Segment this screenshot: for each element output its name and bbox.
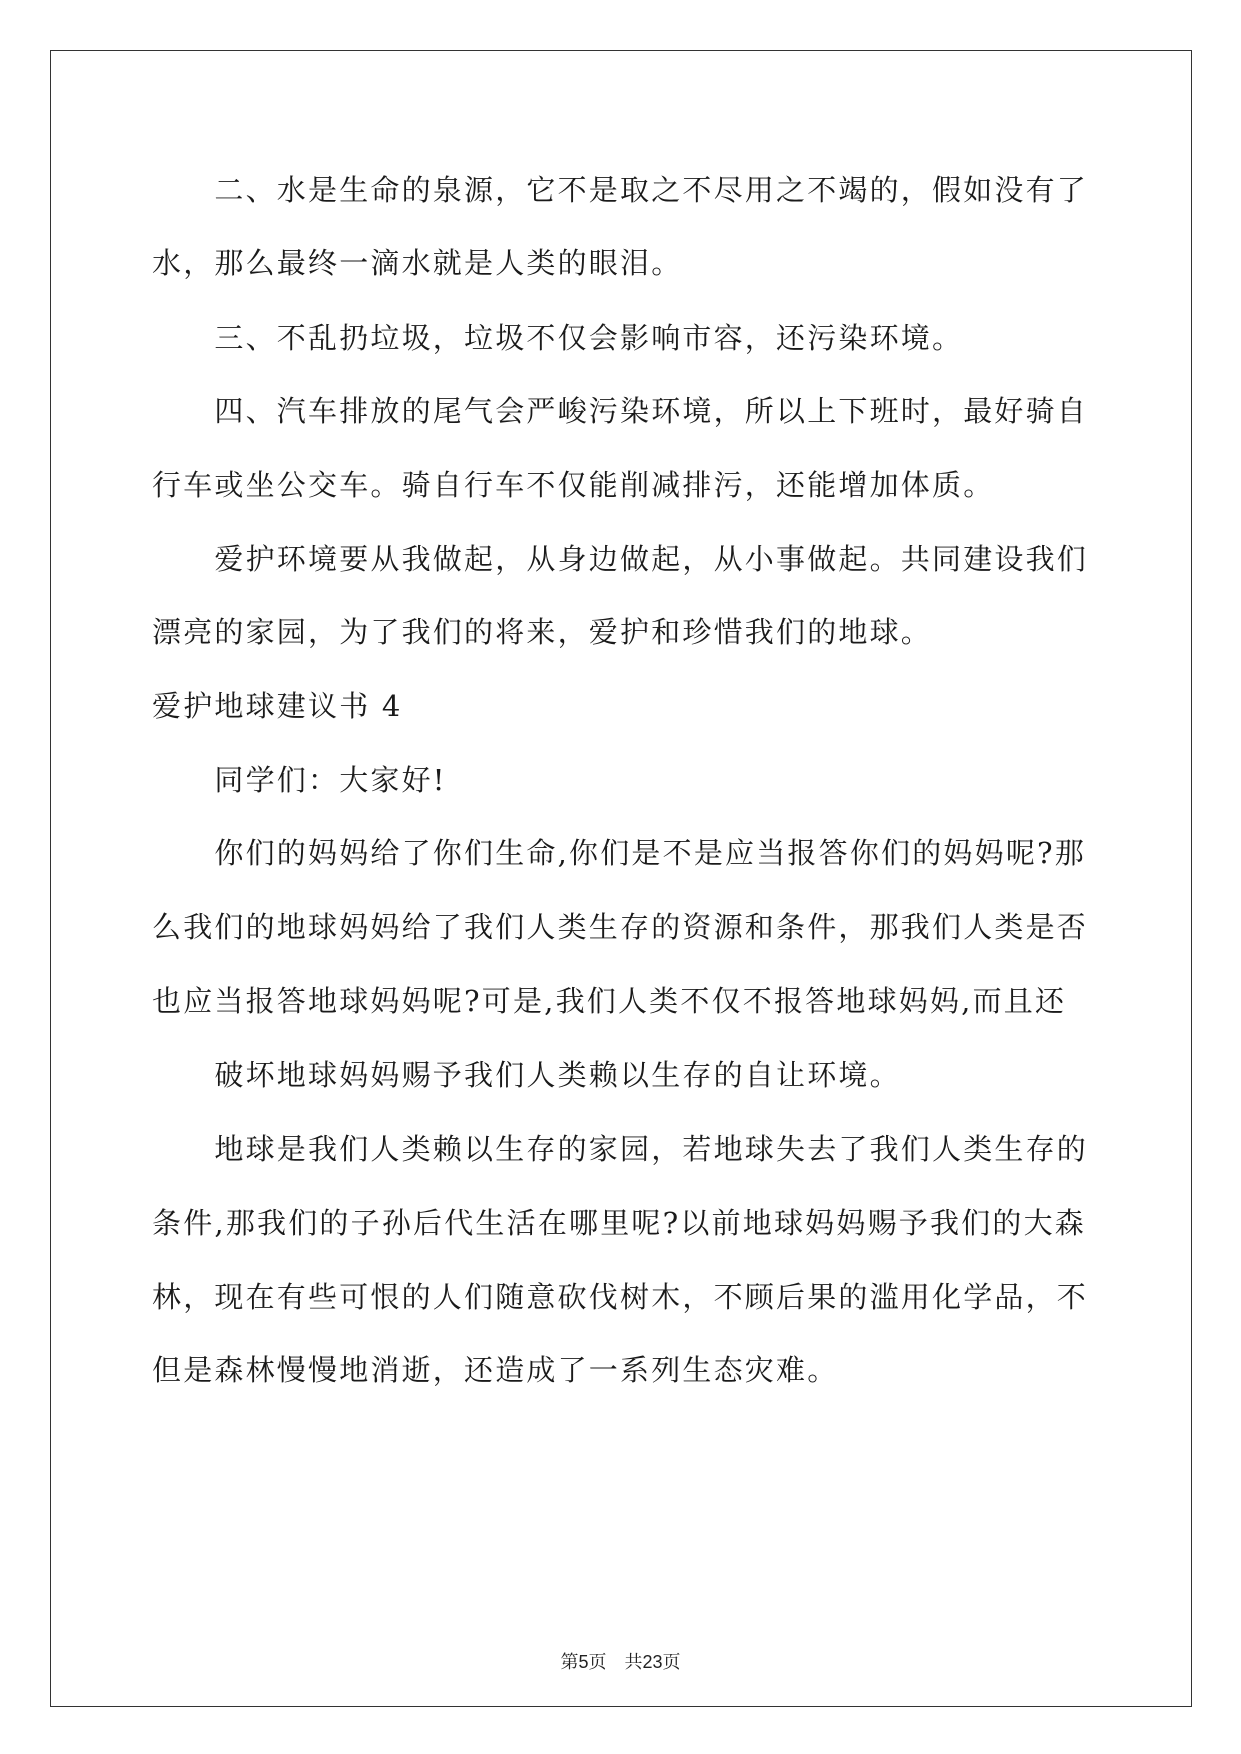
total-prefix: 共 [624,1652,643,1673]
paragraph-line: 漂亮的家园，为了我们的将来，爱护和珍惜我们的地球。 [152,615,933,649]
paragraph-line: 二、水是生命的泉源，它不是取之不尽用之不竭的，假如没有了 [152,173,1089,207]
paragraph-line: 地球是我们人类赖以生存的家园，若地球失去了我们人类生存的 [152,1132,1089,1166]
paragraph-line: 林，现在有些可恨的人们随意砍伐树木，不顾后果的滥用化学品，不 [152,1280,1089,1314]
total-pages: 23 [642,1652,663,1672]
paragraph-line: 三、不乱扔垃圾，垃圾不仅会影响市容，还污染环境。 [152,321,964,355]
paragraph-line: 但是森林慢慢地消逝，还造成了一系列生态灾难。 [152,1353,839,1387]
page-suffix: 页 [588,1652,607,1673]
paragraph-line: 么我们的地球妈妈给了我们人类生存的资源和条件，那我们人类是否 [152,910,1089,944]
paragraph-line: 也应当报答地球妈妈呢?可是,我们人类不仅不报答地球妈妈,而且还 [152,984,1067,1018]
paragraph-line: 条件,那我们的子孙后代生活在哪里呢?以前地球妈妈赐予我们的大森 [152,1206,1086,1240]
paragraph-line: 四、汽车排放的尾气会严峻污染环境，所以上下班时，最好骑自 [152,394,1089,428]
paragraph-line: 你们的妈妈给了你们生命,你们是不是应当报答你们的妈妈呢?那 [152,836,1086,870]
paragraph-line: 同学们：大家好! [152,763,447,797]
page-prefix: 第 [560,1652,579,1673]
total-suffix: 页 [662,1652,681,1673]
paragraph-line: 破坏地球妈妈赐予我们人类赖以生存的自让环境。 [152,1058,901,1092]
page-number: 5 [578,1652,589,1672]
page-border [50,50,1192,1707]
paragraph-line: 爱护环境要从我做起，从身边做起，从小事做起。共同建设我们 [152,542,1089,576]
section-heading: 爱护地球建议书 4 [152,689,403,723]
paragraph-line: 水，那么最终一滴水就是人类的眼泪。 [152,246,683,280]
page-footer [0,1650,1241,1675]
paragraph-line: 行车或坐公交车。骑自行车不仅能削减排污，还能增加体质。 [152,468,995,502]
